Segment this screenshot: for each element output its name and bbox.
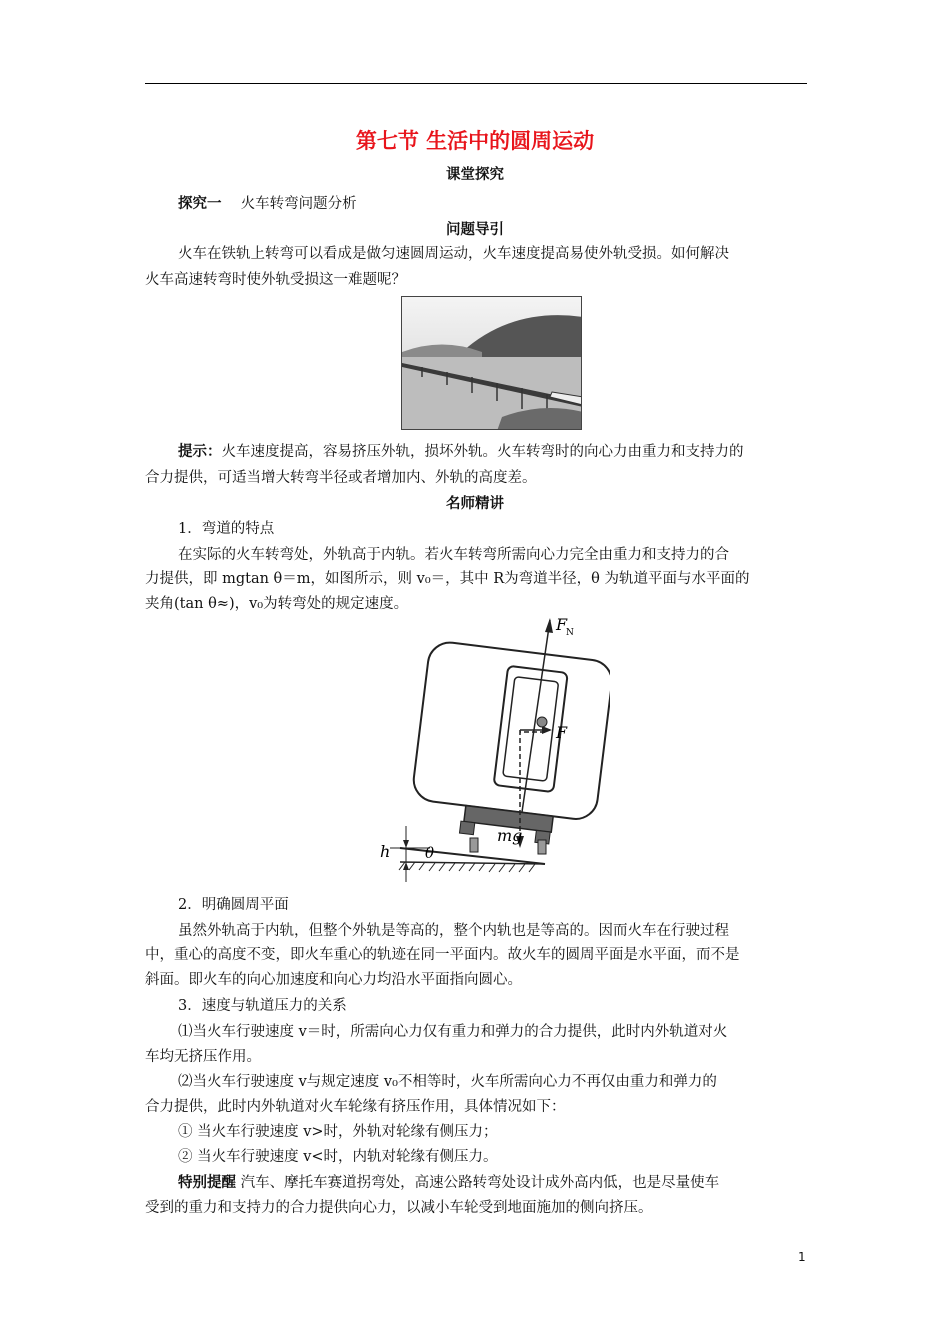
- p3-line: 车均无挤压作用。: [145, 1049, 261, 1065]
- theta-label: θ: [425, 844, 435, 862]
- p2-line: 中，重心的高度不变，即火车重心的轨迹在同一平面内。故火车的圆周平面是水平面，而不是: [145, 947, 740, 963]
- guide-heading: 问题导引: [446, 222, 504, 238]
- p3-heading: 3．速度与轨道压力的关系: [178, 998, 347, 1014]
- guide-line: 火车在铁轨上转弯可以看成是做匀速圆周运动，火车速度提高易使外轨受损。如何解决: [178, 246, 729, 262]
- p2-line: 斜面。即火车的向心加速度和向心力均沿水平面指向圆心。: [145, 972, 522, 988]
- hint-line: 合力提供，可适当增大转弯半径或者增加内、外轨的高度差。: [145, 470, 537, 486]
- lecture-heading: 名师精讲: [446, 496, 504, 512]
- mg-label: mg: [497, 826, 523, 845]
- page-number: 1: [798, 1250, 806, 1264]
- f-label: F: [556, 723, 568, 742]
- p1-heading: 1．弯道的特点: [178, 521, 275, 537]
- p3-line: ① 当火车行驶速度 v>时，外轨对轮缘有侧压力；: [178, 1124, 498, 1140]
- p3-line: 合力提供，此时内外轨道对火车轮缘有挤压作用，具体情况如下：: [145, 1099, 566, 1115]
- p3-line: ⑵当火车行驶速度 v与规定速度 v₀不相等时，火车所需向心力不再仅由重力和弹力的: [178, 1074, 717, 1090]
- hint-line: 提示：火车速度提高，容易挤压外轨，损坏外轨。火车转弯时的向心力由重力和支持力的: [178, 444, 744, 460]
- section-heading: 课堂探究: [446, 167, 504, 183]
- explore-label: 探究一: [178, 196, 222, 212]
- note-line: 特别提醒 汽车、摩托车赛道拐弯处，高速公路转弯处设计成外高内低，也是尽量使车: [178, 1175, 720, 1191]
- p1-line: 力提供，即 mgtan θ＝m，如图所示，则 v₀＝，其中 R为弯道半径，θ 为轨道平面与水平面的: [145, 571, 750, 587]
- p1-line: 在实际的火车转弯处，外轨高于内轨。若火车转弯所需向心力完全由重力和支持力的合: [178, 547, 729, 563]
- header-rule: [145, 83, 807, 84]
- train-force-diagram: [370, 612, 610, 887]
- train-bridge-photo: [401, 296, 582, 430]
- p2-line: 虽然外轨高于内轨，但整个外轨是等高的，整个内轨也是等高的。因而火车在行驶过程: [178, 923, 729, 939]
- note-label: 特别提醒: [178, 1175, 236, 1191]
- hint-label: 提示：: [178, 444, 222, 460]
- explore-topic: 火车转弯问题分析: [240, 196, 357, 212]
- explore-heading: [178, 192, 807, 213]
- fn-subscript: N: [566, 628, 574, 638]
- p2-heading: 2．明确圆周平面: [178, 897, 289, 913]
- fn-label: F: [556, 615, 568, 634]
- note-line: 受到的重力和支持力的合力提供向心力，以减小车轮受到地面施加的侧向挤压。: [145, 1200, 653, 1216]
- p3-line: ② 当火车行驶速度 v<时，内轨对轮缘有侧压力。: [178, 1149, 498, 1165]
- p3-line: ⑴当火车行驶速度 v＝时，所需向心力仅有重力和弹力的合力提供，此时内外轨道对火: [178, 1024, 728, 1040]
- guide-line: 火车高速转弯时使外轨受损这一难题呢？: [145, 272, 406, 288]
- h-label: h: [380, 842, 391, 861]
- p1-line: 夹角(tan θ≈)，v₀为转弯处的规定速度。: [145, 596, 409, 612]
- page-title: 第七节 生活中的圆周运动: [355, 129, 595, 153]
